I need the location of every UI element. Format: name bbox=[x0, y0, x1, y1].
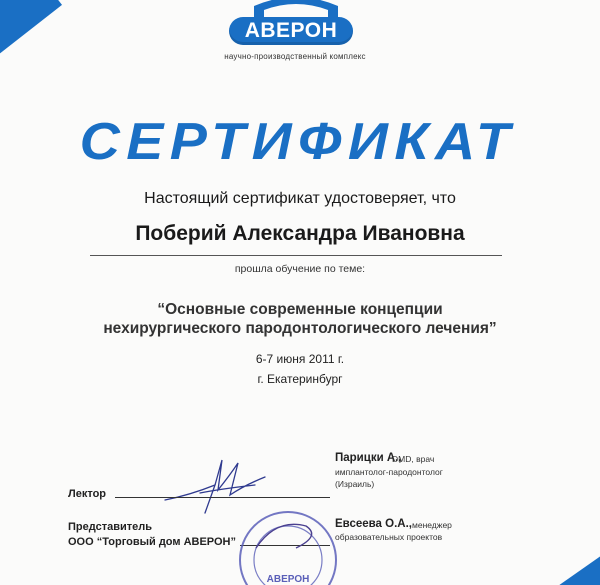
corner-decoration-bottom-right bbox=[553, 549, 600, 585]
representative-role-2: образовательных проектов bbox=[335, 532, 443, 542]
corner-decoration-top-left bbox=[0, 0, 62, 60]
representative-label: Представитель bbox=[68, 521, 152, 533]
lector-role-3: (Израиль) bbox=[335, 479, 375, 489]
logo-tagline: научно-производственный комплекс bbox=[224, 52, 366, 61]
recipient-underline bbox=[90, 255, 502, 256]
company-stamp bbox=[236, 508, 340, 585]
course-date: 6-7 июня 2011 г. bbox=[255, 352, 345, 366]
lector-role-1: DMD, врач bbox=[392, 454, 435, 464]
stamp-text: АВЕРОН bbox=[266, 574, 310, 585]
lector-signature-line bbox=[115, 497, 330, 498]
trained-on-label: прошла обучение по теме: bbox=[234, 263, 366, 275]
logo-arch-icon bbox=[248, 0, 344, 18]
course-topic-line-1: “Основные современные концепции bbox=[157, 301, 443, 318]
course-topic-line-2: нехирургического пародонтологического лечения” bbox=[103, 320, 497, 337]
representative-role-1: менеджер bbox=[412, 520, 452, 530]
logo-name: АВЕРОН bbox=[244, 19, 338, 42]
certificate-title: СЕРТИФИКАТ bbox=[79, 113, 517, 171]
lector-role-2: имплантолог-пародонтолог bbox=[335, 467, 443, 477]
course-city: г. Екатеринбург bbox=[257, 372, 343, 386]
lector-name: Парицки А., bbox=[335, 452, 402, 464]
lector-signature bbox=[160, 455, 270, 515]
representative-name: Евсеева О.А., bbox=[335, 518, 412, 530]
logo-badge bbox=[229, 17, 353, 45]
certificate-intro: Настоящий сертификат удостоверяет, что bbox=[144, 190, 456, 207]
representative-company: ООО “Торговый дом АВЕРОН” bbox=[68, 536, 236, 548]
recipient-name: Поберий Александра Ивановна bbox=[135, 222, 465, 245]
lector-label: Лектор bbox=[68, 488, 107, 500]
